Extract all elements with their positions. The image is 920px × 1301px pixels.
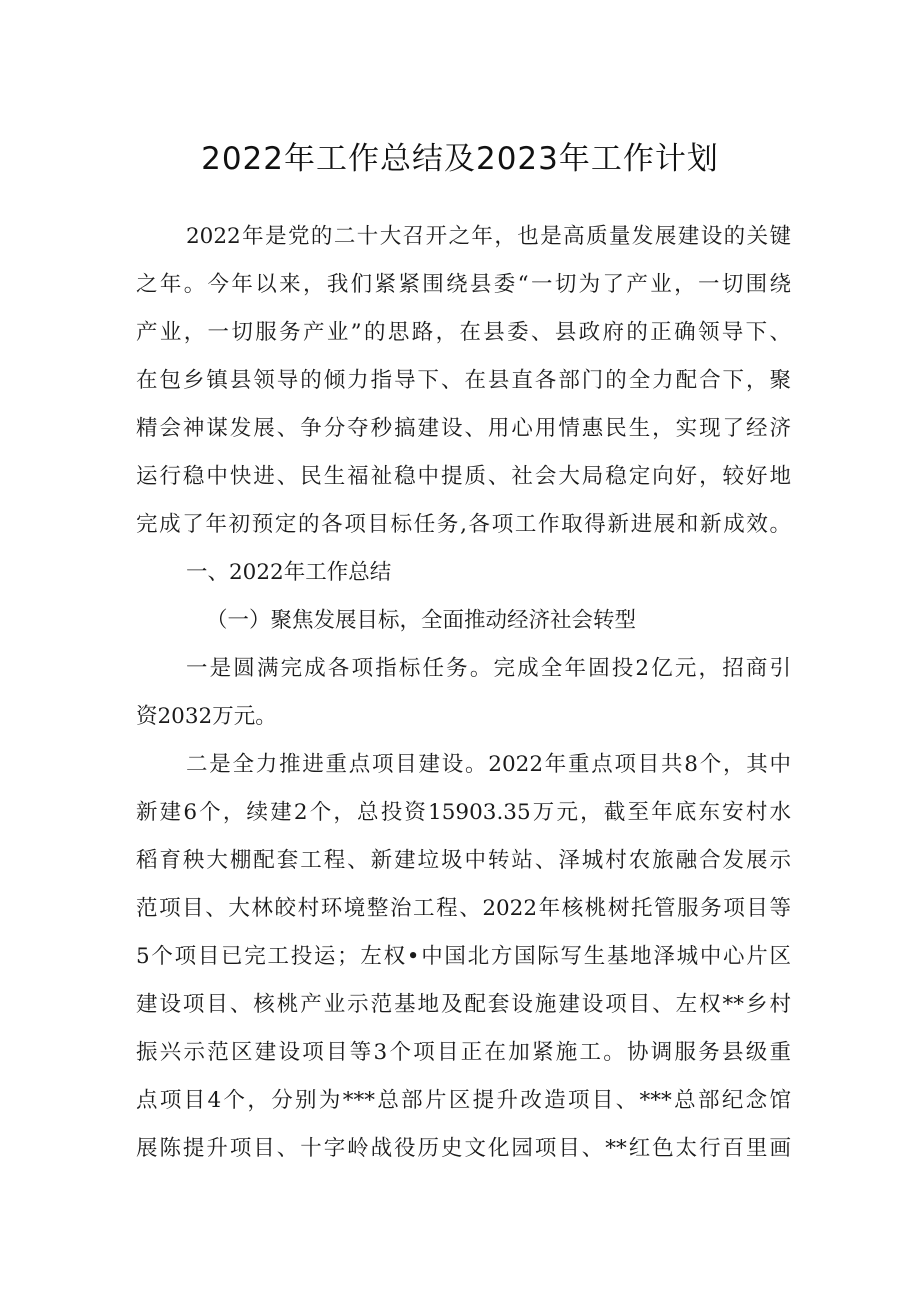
paragraph-line: 建设项目、核桃产业示范基地及配套设施建设项目、左权**乡村 bbox=[136, 992, 791, 1017]
paragraph-line: 2022年是党的二十大召开之年，也是高质量发展建设的关键 bbox=[186, 224, 791, 249]
paragraph-line: 资2032万元。 bbox=[136, 704, 277, 729]
paragraph-line: 一是圆满完成各项指标任务。完成全年固投2亿元，招商引 bbox=[186, 656, 791, 681]
section-heading: 一、2022年工作总结 bbox=[186, 560, 392, 585]
paragraph-line: 5个项目已完工投运；左权•中国北方国际写生基地泽城中心片区 bbox=[136, 944, 791, 969]
paragraph-line: 稻育秧大棚配套工程、新建垃圾中转站、泽城村农旅融合发展示 bbox=[136, 848, 791, 873]
paragraph-line: 新建6个，续建2个，总投资15903.35万元，截至年底东安村水 bbox=[136, 800, 791, 825]
paragraph-line: 二是全力推进重点项目建设。2022年重点项目共8个，其中 bbox=[186, 752, 791, 777]
paragraph-line: 展陈提升项目、十字岭战役历史文化园项目、**红色太行百里画 bbox=[136, 1136, 791, 1161]
paragraph-line: 之年。今年以来，我们紧紧围绕县委“一切为了产业，一切围绕 bbox=[136, 272, 791, 297]
paragraph-line: 精会神谋发展、争分夺秒搞建设、用心用情惠民生，实现了经济 bbox=[136, 416, 791, 441]
paragraph-line: 范项目、大林皎村环境整治工程、2022年核桃树托管服务项目等 bbox=[136, 896, 791, 921]
subsection-heading: （一）聚焦发展目标，全面推动经济社会转型 bbox=[206, 608, 637, 633]
paragraph-line: 点项目4个，分别为***总部片区提升改造项目、***总部纪念馆 bbox=[136, 1088, 791, 1113]
paragraph-line: 振兴示范区建设项目等3个项目正在加紧施工。协调服务县级重 bbox=[136, 1040, 791, 1065]
paragraph-line: 运行稳中快进、民生福祉稳中提质、社会大局稳定向好，较好地 bbox=[136, 464, 791, 489]
document-title: 2022年工作总结及2023年工作计划 bbox=[201, 141, 719, 177]
paragraph-line: 完成了年初预定的各项目标任务,各项工作取得新进展和新成效。 bbox=[136, 512, 791, 537]
paragraph-line: 在包乡镇县领导的倾力指导下、在县直各部门的全力配合下，聚 bbox=[136, 368, 791, 393]
paragraph-line: 产业，一切服务产业”的思路，在县委、县政府的正确领导下、 bbox=[136, 320, 791, 345]
